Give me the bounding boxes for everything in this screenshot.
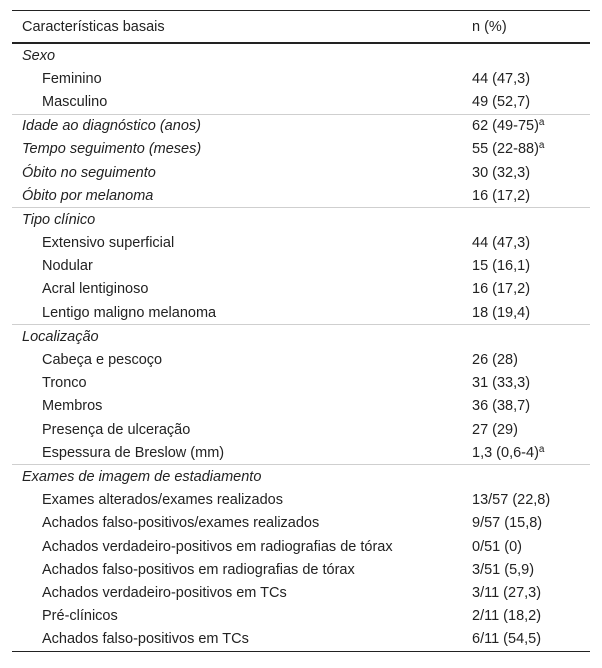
row-value: 16 (17,2)	[472, 281, 531, 298]
row-value-cell	[462, 114, 590, 138]
row-value-cell	[462, 161, 590, 184]
row-value: 18 (19,4)	[472, 304, 531, 321]
row-value: 55 (22-88)	[472, 141, 539, 158]
table-row	[12, 208, 590, 232]
row-value-cell	[462, 348, 590, 371]
row-label: Membros	[42, 398, 103, 415]
row-value: 16 (17,2)	[472, 187, 531, 204]
group-label: Idade ao diagnóstico (anos)	[12, 114, 462, 138]
row-value-cell	[462, 418, 590, 441]
row-value: 3/11 (27,3)	[472, 584, 542, 601]
table-row	[12, 278, 590, 301]
row-value-cell	[462, 278, 590, 301]
baseline-characteristics-table	[12, 10, 590, 652]
table-row	[12, 184, 590, 208]
table-body	[12, 43, 590, 651]
row-label: Extensivo superficial	[42, 235, 175, 252]
group-label: Exames de imagem de estadiamento	[12, 465, 462, 489]
table-header	[12, 11, 590, 44]
row-label: Achados verdadeiro-positivos em radiografias de tórax	[42, 538, 393, 555]
row-value-cell	[462, 255, 590, 278]
row-value: 6/11 (54,5)	[472, 631, 542, 648]
footnote-marker: a	[538, 117, 545, 129]
row-value: 26 (28)	[472, 352, 518, 369]
row-value: 31 (33,3)	[472, 375, 531, 392]
row-label: Lentigo maligno melanoma	[42, 304, 217, 321]
row-value: 30 (32,3)	[472, 164, 531, 181]
row-value-cell	[462, 232, 590, 255]
table-row	[12, 348, 590, 371]
row-value-cell	[462, 43, 590, 67]
row-label: Espessura de Breslow (mm)	[42, 444, 225, 461]
table-row	[12, 395, 590, 418]
row-label: Achados falso-positivos/exames realizados	[42, 515, 320, 532]
row-label: Pré-clínicos	[42, 608, 118, 625]
table-row	[12, 581, 590, 604]
row-value: 15 (16,1)	[472, 258, 531, 275]
row-value-cell	[462, 628, 590, 652]
table-row	[12, 301, 590, 325]
table-row	[12, 114, 590, 138]
baseline-characteristics-table-container	[12, 10, 590, 652]
row-label: Cabeça e pescoço	[42, 352, 163, 369]
row-label: Exames alterados/exames realizados	[42, 492, 283, 509]
footnote-marker: a	[538, 443, 545, 455]
table-row	[12, 418, 590, 441]
row-value-cell	[462, 535, 590, 558]
group-label: Sexo	[22, 47, 56, 64]
row-value: 27 (29)	[472, 421, 518, 438]
row-value: 49 (52,7)	[472, 93, 531, 110]
row-label: Óbito no seguimento	[22, 164, 156, 181]
row-value: 62 (49-75)	[472, 118, 539, 135]
row-label: Presença de ulceração	[42, 421, 191, 438]
table-row	[12, 512, 590, 535]
row-label: Achados falso-positivos em TCs	[12, 628, 462, 652]
row-value-cell	[462, 489, 590, 512]
table-row	[12, 372, 590, 395]
row-value: 36 (38,7)	[472, 398, 531, 415]
row-value: 0/51 (0)	[472, 538, 522, 555]
table-row	[12, 628, 590, 652]
row-label: Nodular	[42, 258, 93, 275]
table-row	[12, 325, 590, 349]
row-value-cell	[462, 465, 590, 489]
row-value: 44 (47,3)	[472, 70, 531, 87]
table-row	[12, 138, 590, 161]
table-row	[12, 161, 590, 184]
row-value-cell	[462, 67, 590, 90]
row-value-cell	[462, 301, 590, 325]
row-value-cell	[462, 395, 590, 418]
table-row	[12, 605, 590, 628]
table-row	[12, 90, 590, 114]
row-label: Tronco	[42, 375, 87, 392]
row-label: Acral lentiginoso	[42, 281, 149, 298]
header-row	[12, 11, 590, 44]
row-label: Masculino	[42, 93, 108, 110]
row-value-cell	[462, 581, 590, 604]
row-label: Tempo seguimento (meses)	[22, 141, 202, 158]
row-value: 9/57 (15,8)	[472, 515, 543, 532]
table-row	[12, 489, 590, 512]
group-label: Tipo clínico	[12, 208, 462, 232]
row-value-cell	[462, 372, 590, 395]
table-row	[12, 558, 590, 581]
row-value-cell	[462, 512, 590, 535]
table-row	[12, 535, 590, 558]
row-value-cell	[462, 184, 590, 208]
table-row	[12, 441, 590, 465]
table-row	[12, 43, 590, 67]
table-row	[12, 232, 590, 255]
row-label: Feminino	[42, 70, 102, 87]
row-label: Óbito por melanoma	[22, 187, 154, 204]
header-n-percent: n (%)	[462, 11, 590, 44]
footnote-marker: a	[538, 140, 545, 152]
row-label: Achados verdadeiro-positivos em TCs	[42, 584, 287, 601]
row-value-cell	[462, 605, 590, 628]
row-value-cell	[462, 90, 590, 114]
row-value-cell	[462, 558, 590, 581]
table-row	[12, 465, 590, 489]
row-value-cell	[462, 208, 590, 232]
row-value: 2/11 (18,2)	[472, 608, 542, 625]
group-label: Localização	[12, 325, 462, 349]
row-value: 44 (47,3)	[472, 235, 531, 252]
row-value: 13/57 (22,8)	[472, 492, 551, 509]
row-value: 3/51 (5,9)	[472, 561, 535, 578]
row-value-cell	[462, 138, 590, 161]
row-value-cell	[462, 441, 590, 465]
row-value-cell	[462, 325, 590, 349]
row-value: 1,3 (0,6-4)	[472, 444, 539, 461]
header-characteristics: Características basais	[12, 11, 462, 44]
table-row	[12, 255, 590, 278]
table-row	[12, 67, 590, 90]
row-label: Achados falso-positivos em radiografias de tórax	[42, 561, 355, 578]
